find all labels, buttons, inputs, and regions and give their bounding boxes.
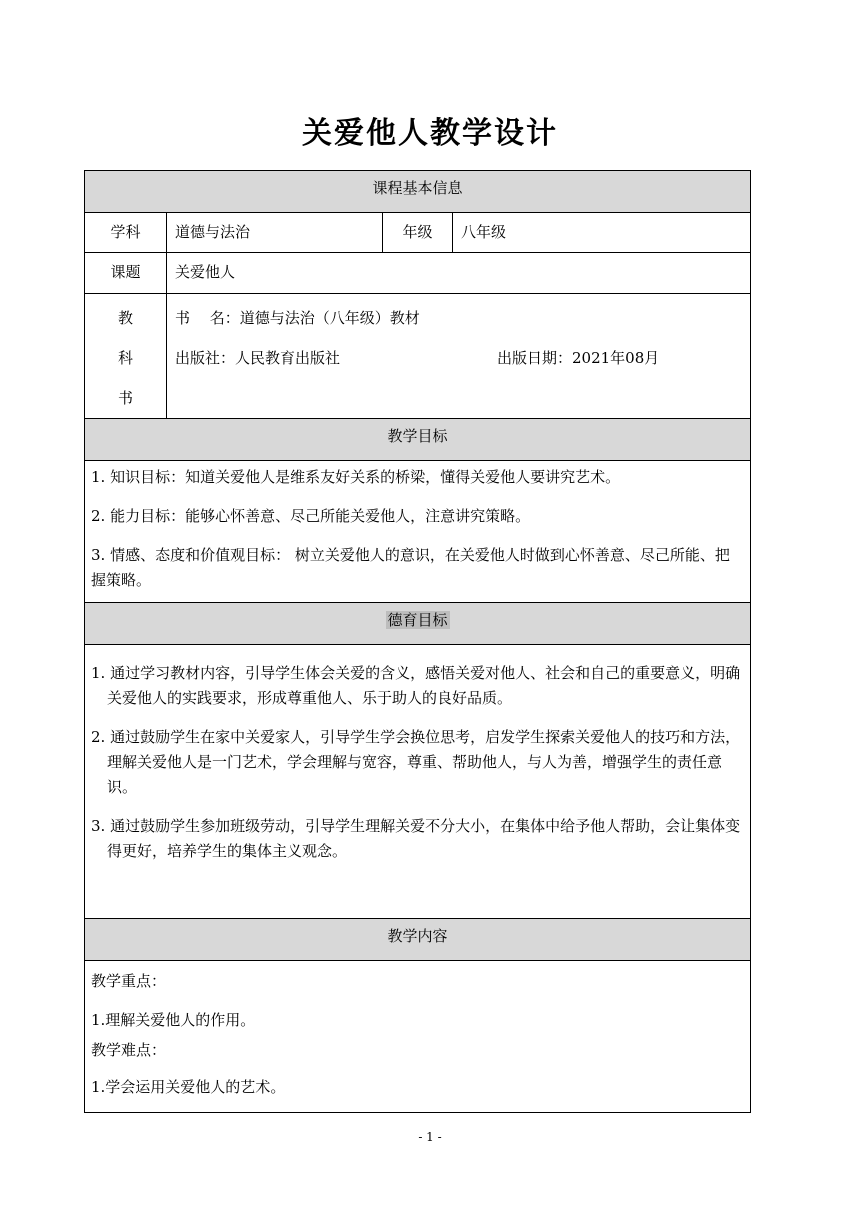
- moral-goal-item: 1. 通过学习教材内容，引导学生体会关爱的含义，感悟关爱对他人、社会和自己的重要意义，明确关爱他人的实践要求，形成尊重他人、乐于助人的良好品质。: [91, 664, 741, 707]
- teaching-goals-header-text: 教学目标: [387, 427, 448, 445]
- textbook-label-char: 教: [117, 309, 133, 327]
- grade-value: 八年级: [453, 213, 751, 253]
- topic-value: 关爱他人: [167, 253, 751, 294]
- textbook-label-char: 科: [117, 349, 133, 367]
- page-number: - 1 -: [418, 1130, 442, 1144]
- publisher-row: [175, 338, 750, 378]
- subject-label: 学科: [85, 213, 167, 253]
- moral-goals-header-text: 德育目标: [387, 611, 448, 629]
- key-points-label: 教学重点：: [91, 972, 167, 990]
- moral-goal-item: 3. 通过鼓励学生参加班级劳动，引导学生理解关爱不分大小，在集体中给予他人帮助，会让集体变得更好，培养学生的集体主义观念。: [91, 817, 741, 860]
- subject-value: 道德与法治: [167, 213, 383, 253]
- document-title: 关爱他人教学设计: [302, 116, 558, 151]
- teaching-goal-item: 1. 知识目标：知道关爱他人是维系友好关系的桥梁，懂得关爱他人要讲究艺术。: [91, 468, 621, 486]
- teaching-goals-body: [85, 461, 751, 603]
- difficulty-label: 教学难点：: [91, 1041, 167, 1059]
- topic-label: 课题: [85, 253, 167, 294]
- difficulty-item: 1.学会运用关爱他人的艺术。: [91, 1078, 286, 1096]
- publish-date: 出版日期：2021年08月: [497, 349, 660, 367]
- teaching-goals-header: [85, 419, 751, 461]
- key-point-item: 1.理解关爱他人的作用。: [91, 1011, 256, 1029]
- textbook-label-char: 书: [117, 389, 133, 407]
- basic-info-header-text: 课程基本信息: [372, 179, 463, 197]
- moral-goal-item: 2. 通过鼓励学生在家中关爱家人，引导学生学会换位思考，启发学生探索关爱他人的技巧和方法，理解关爱他人是一门艺术，学会理解与宽容，尊重、帮助他人，与人为善，增强学生的责任意识。: [91, 728, 741, 796]
- book-name: 书 名：道德与法治（八年级）教材: [175, 309, 420, 327]
- textbook-info: [167, 294, 751, 419]
- teaching-content-header-text: 教学内容: [387, 927, 448, 945]
- moral-goals-header: [85, 603, 751, 645]
- grade-label: 年级: [383, 213, 453, 253]
- teaching-content-body: [85, 961, 751, 1113]
- teaching-goal-item: 3. 情感、态度和价值观目标： 树立关爱他人的意识，在关爱他人时做到心怀善意、尽己所能、把握策略。: [91, 546, 730, 589]
- publisher: 出版社：人民教育出版社: [175, 349, 341, 367]
- textbook-label: [85, 294, 167, 419]
- lesson-plan-table: [84, 170, 751, 1113]
- moral-goals-body: [85, 645, 751, 919]
- basic-info-header: [85, 171, 751, 213]
- teaching-content-header: [85, 919, 751, 961]
- teaching-goal-item: 2. 能力目标：能够心怀善意、尽己所能关爱他人，注意讲究策略。: [91, 507, 531, 525]
